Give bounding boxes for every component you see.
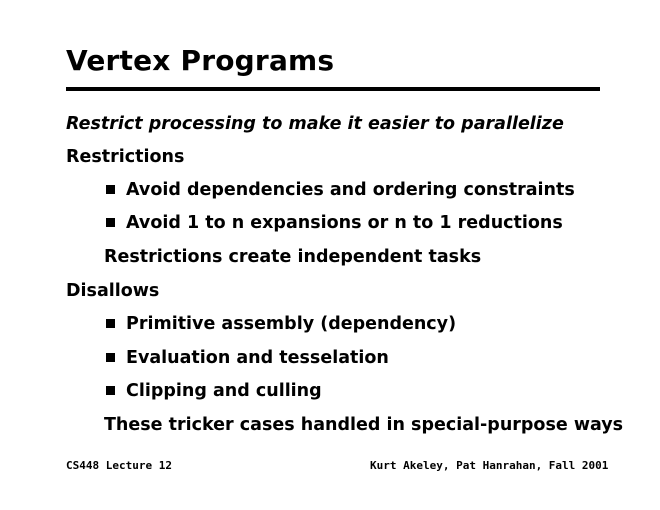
square-bullet-icon [106, 353, 115, 362]
slide-title: Vertex Programs [66, 44, 335, 77]
intro-line: Restrict processing to make it easier to parallelize [66, 114, 564, 134]
list-item: Avoid 1 to n expansions or n to 1 reductions [126, 213, 563, 233]
square-bullet-icon [106, 319, 115, 328]
section-heading-disallows: Disallows [66, 281, 160, 301]
section-heading-restrictions: Restrictions [66, 147, 185, 167]
footer-course: CS448 Lecture 12 [66, 459, 172, 472]
sub-note: Restrictions create independent tasks [104, 247, 482, 267]
sub-note: These tricker cases handled in special-purpose ways [104, 415, 624, 435]
list-item: Evaluation and tesselation [126, 348, 389, 368]
list-item: Clipping and culling [126, 381, 322, 401]
square-bullet-icon [106, 218, 115, 227]
title-underline [66, 87, 600, 91]
square-bullet-icon [106, 185, 115, 194]
footer-authors: Kurt Akeley, Pat Hanrahan, Fall 2001 [370, 459, 609, 472]
square-bullet-icon [106, 386, 115, 395]
list-item: Avoid dependencies and ordering constraints [126, 180, 575, 200]
list-item: Primitive assembly (dependency) [126, 314, 457, 334]
